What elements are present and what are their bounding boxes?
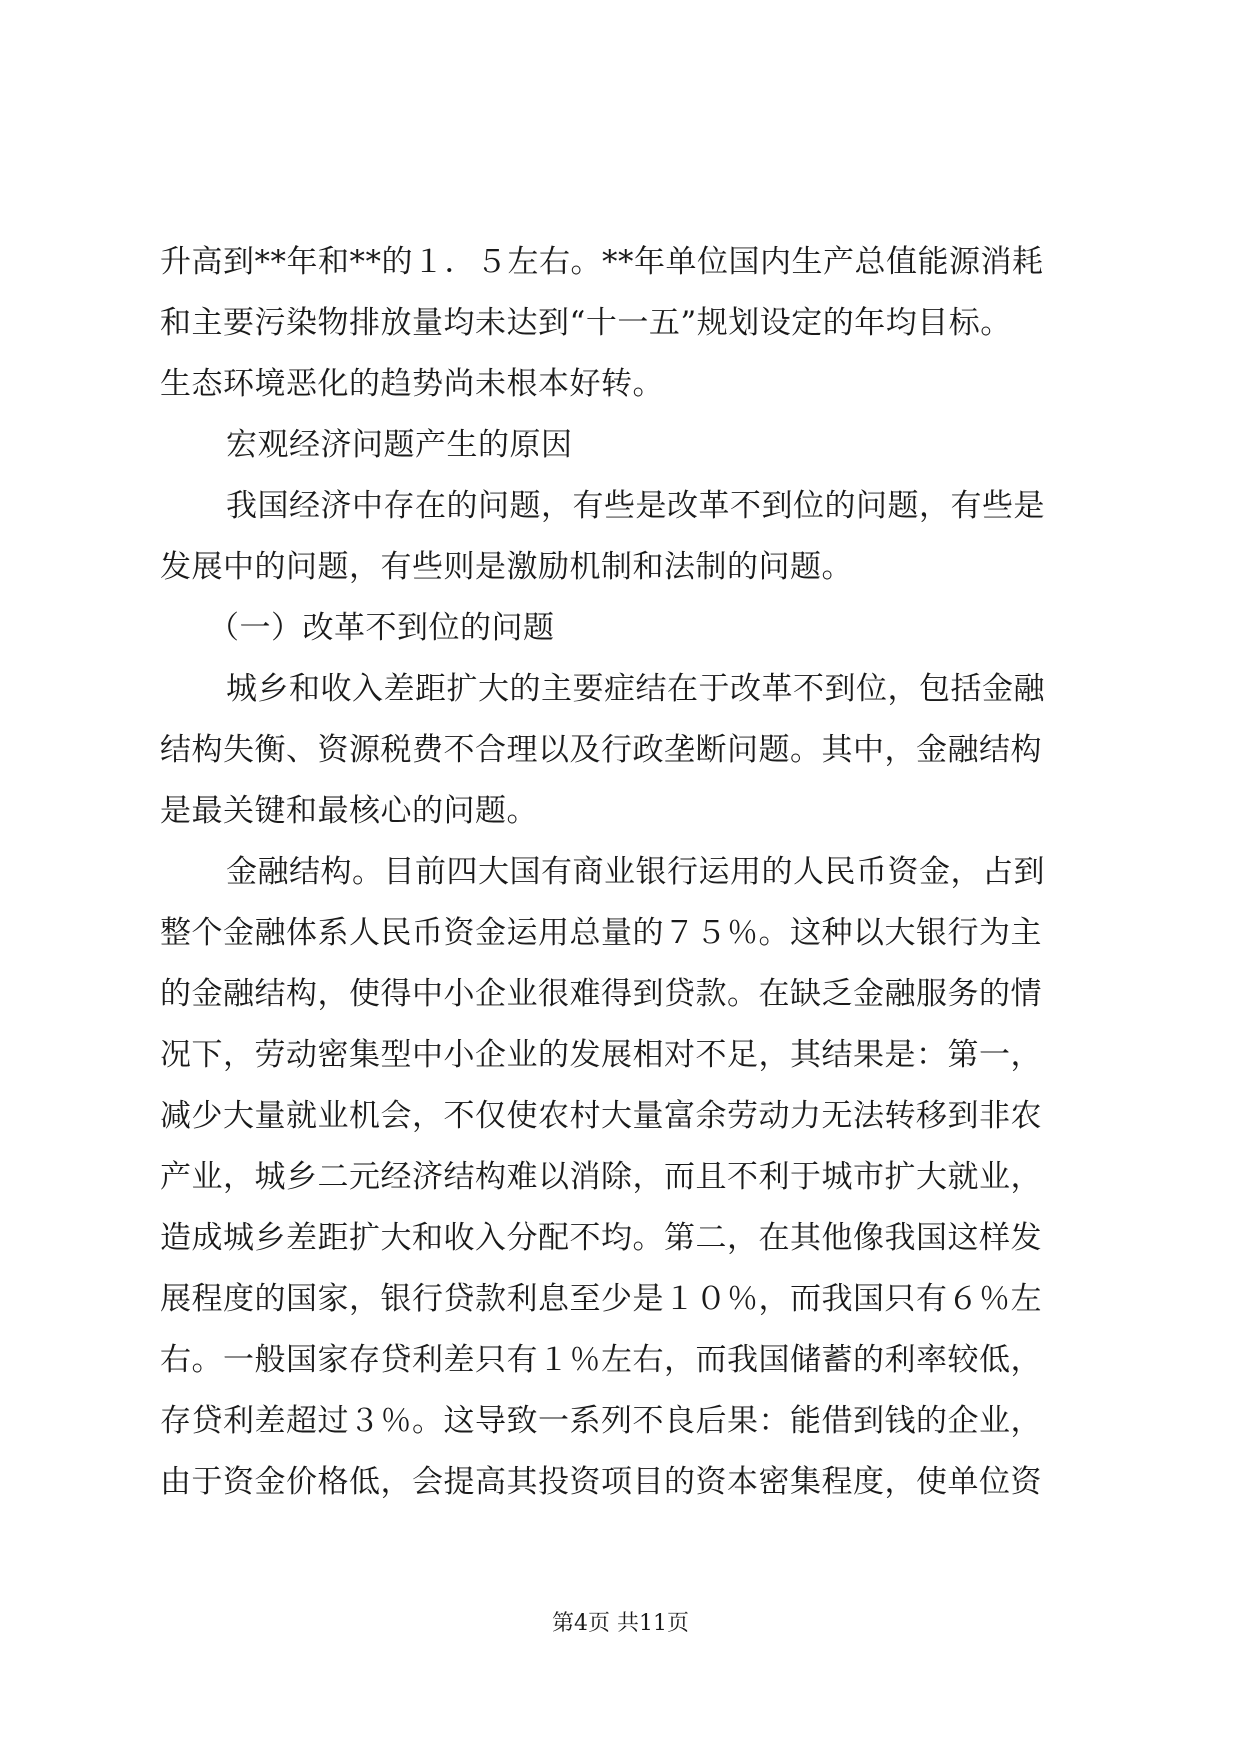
subsection-heading: （一）改革不到位的问题	[208, 610, 555, 646]
text-line: 和主要污染物排放量均未达到“十一五”规划设定的年均目标。	[160, 305, 1012, 341]
text-line: 结构失衡、资源税费不合理以及行政垄断问题。其中，金融结构	[160, 732, 1042, 768]
paragraph-start: 金融结构。目前四大国有商业银行运用的人民币资金，占到	[226, 854, 1045, 890]
text-line: 展程度的国家，银行贷款利息至少是１０％，而我国只有６％左	[160, 1281, 1042, 1317]
paragraph-start: 我国经济中存在的问题，有些是改革不到位的问题，有些是	[226, 488, 1045, 524]
section-heading: 宏观经济问题产生的原因	[226, 427, 573, 463]
text-line: 造成城乡差距扩大和收入分配不均。第二，在其他像我国这样发	[160, 1220, 1042, 1256]
text-line: 发展中的问题，有些则是激励机制和法制的问题。	[160, 549, 853, 585]
page-number-footer: 第4页 共11页	[552, 1611, 689, 1636]
text-line: 生态环境恶化的趋势尚未根本好转。	[160, 366, 664, 402]
text-line: 减少大量就业机会，不仅使农村大量富余劳动力无法转移到非农	[160, 1098, 1042, 1134]
text-line: 由于资金价格低，会提高其投资项目的资本密集程度，使单位资	[160, 1464, 1042, 1500]
text-line: 右。一般国家存贷利差只有１％左右，而我国储蓄的利率较低，	[160, 1342, 1042, 1378]
text-line: 整个金融体系人民币资金运用总量的７５％。这种以大银行为主	[160, 915, 1042, 951]
body-text	[160, 232, 1090, 1513]
text-line: 况下，劳动密集型中小企业的发展相对不足，其结果是：第一，	[160, 1037, 1042, 1073]
text-line: 是最关键和最核心的问题。	[160, 793, 538, 829]
paragraph-start: 城乡和收入差距扩大的主要症结在于改革不到位，包括金融	[226, 671, 1045, 707]
text-line: 的金融结构，使得中小企业很难得到贷款。在缺乏金融服务的情	[160, 976, 1042, 1012]
text-line: 存贷利差超过３％。这导致一系列不良后果：能借到钱的企业，	[160, 1403, 1042, 1439]
text-line: 产业，城乡二元经济结构难以消除，而且不利于城市扩大就业，	[160, 1159, 1042, 1195]
text-line: 升高到**年和**的１．５左右。**年单位国内生产总值能源消耗	[160, 244, 1044, 280]
